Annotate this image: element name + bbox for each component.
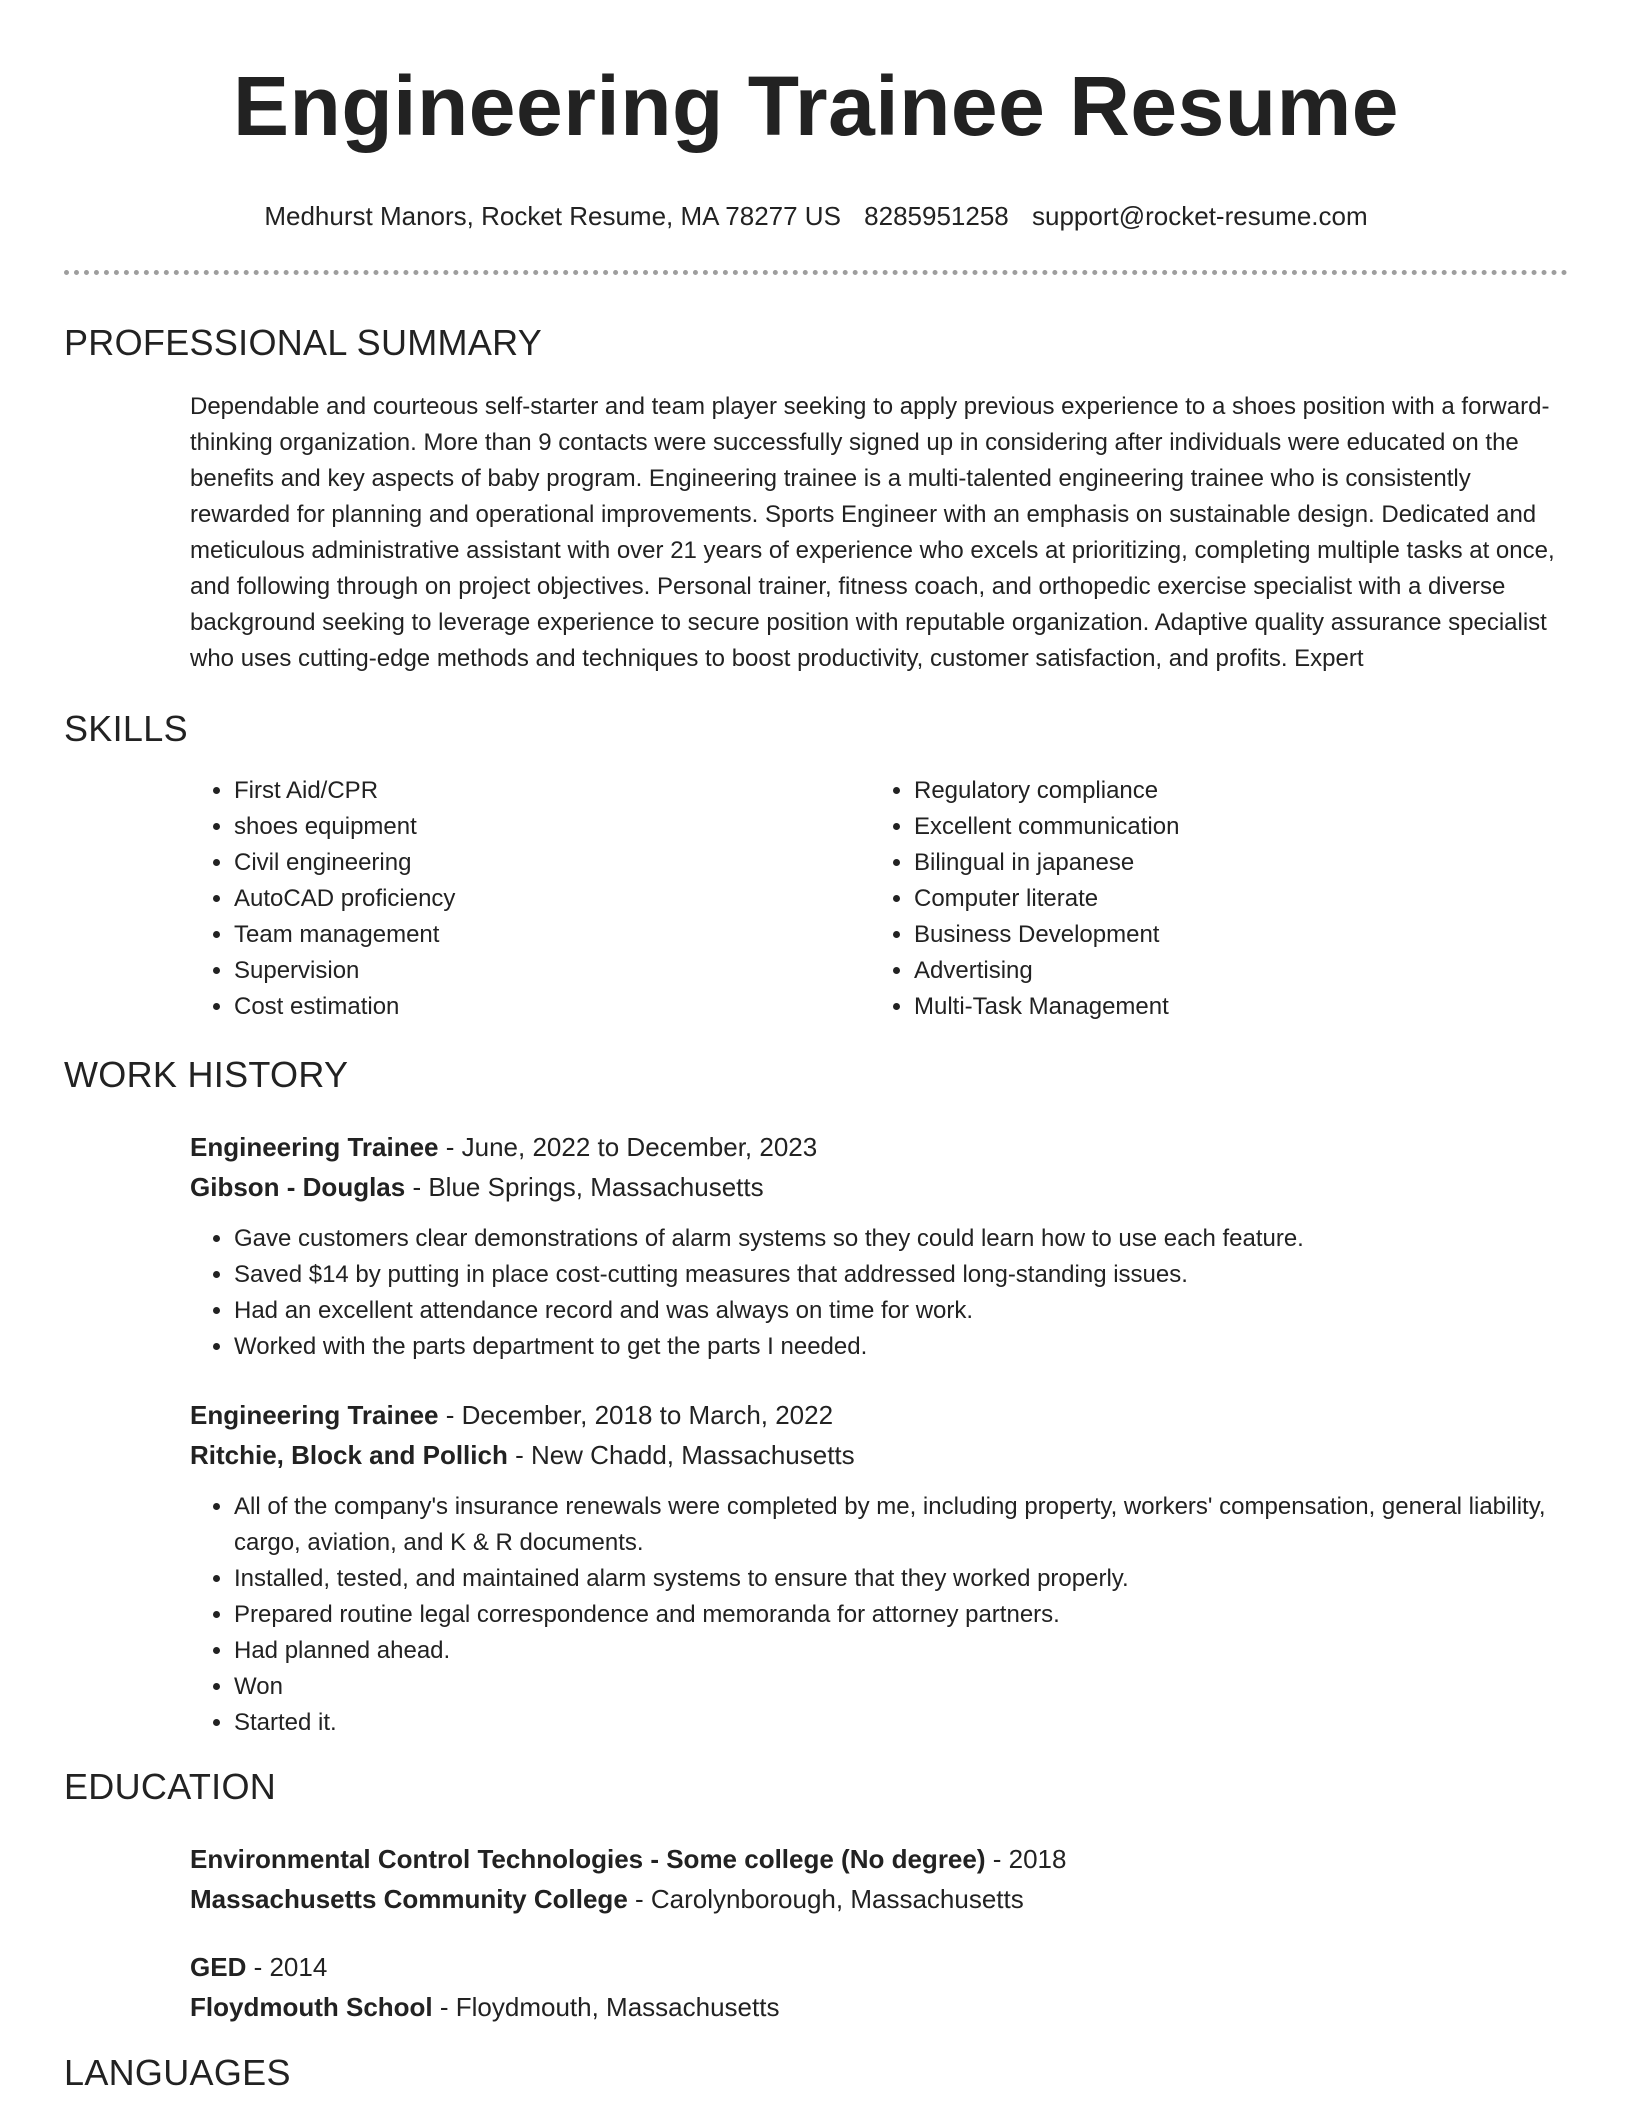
education-location: - Floydmouth, Massachusetts xyxy=(432,1992,780,2022)
skill-item: • AutoCAD proficiency xyxy=(234,881,870,917)
section-title-education: EDUCATION xyxy=(64,1766,277,1807)
job-location: - Blue Springs, Massachusetts xyxy=(405,1172,764,1202)
job-bullet: • Gave customers clear demonstrations of alarm systems so they could learn how to use each feature. xyxy=(234,1221,1568,1257)
job-entry xyxy=(190,1127,1568,1365)
contact-email: support@rocket-resume.com xyxy=(1032,201,1368,231)
section-title-work-history: WORK HISTORY xyxy=(64,1054,349,1095)
education-school: Massachusetts Community College xyxy=(190,1884,628,1914)
education-school-line xyxy=(190,1879,1568,1919)
section-title-languages: LANGUAGES xyxy=(64,2052,291,2093)
education-degree-line xyxy=(190,1947,1568,1987)
education-year: - 2014 xyxy=(246,1952,328,1982)
skill-item: • Supervision xyxy=(234,953,870,989)
skill-item: • Regulatory compliance xyxy=(914,773,1550,809)
job-bullet: • All of the company's insurance renewals were completed by me, including property, workers' compensation, general liability, cargo, aviation, and K & R documents. xyxy=(234,1489,1568,1561)
education-year: - 2018 xyxy=(985,1844,1067,1874)
education-entry xyxy=(190,1839,1568,1919)
job-entry xyxy=(190,1395,1568,1741)
skill-item: • shoes equipment xyxy=(234,809,870,845)
contact-phone: 8285951258 xyxy=(864,201,1009,231)
education-school-line xyxy=(190,1987,1568,2027)
skill-item: • Advertising xyxy=(914,953,1550,989)
job-dates: - June, 2022 to December, 2023 xyxy=(438,1132,818,1162)
job-bullets xyxy=(190,1221,1568,1365)
education-entry xyxy=(190,1947,1568,2027)
job-company-line xyxy=(190,1435,1568,1475)
job-title: Engineering Trainee xyxy=(190,1132,439,1162)
job-bullet: • Had planned ahead. xyxy=(234,1633,1568,1669)
skill-item: • Excellent communication xyxy=(914,809,1550,845)
skill-item: • Civil engineering xyxy=(234,845,870,881)
job-bullet: • Saved $14 by putting in place cost-cutting measures that addressed long-standing issues. xyxy=(234,1257,1568,1293)
education-degree: GED xyxy=(190,1952,247,1982)
education-degree: Environmental Control Technologies - Some college (No degree) xyxy=(190,1844,986,1874)
job-company: Gibson - Douglas xyxy=(190,1172,406,1202)
resume-title: Engineering Trainee Resume xyxy=(232,59,1400,153)
job-bullets xyxy=(190,1489,1568,1741)
education-degree-line xyxy=(190,1839,1568,1879)
skill-item: • Multi-Task Management xyxy=(914,989,1550,1025)
job-bullet: • Had an excellent attendance record and was always on time for work. xyxy=(234,1293,1568,1329)
contact-line xyxy=(64,200,1568,232)
education-school: Floydmouth School xyxy=(190,1992,433,2022)
job-company: Ritchie, Block and Pollich xyxy=(190,1440,508,1470)
job-title-line xyxy=(190,1395,1568,1435)
skills-list xyxy=(190,773,1568,1025)
job-location: - New Chadd, Massachusetts xyxy=(507,1440,855,1470)
job-bullet: • Prepared routine legal correspondence and memoranda for attorney partners. xyxy=(234,1597,1568,1633)
job-company-line xyxy=(190,1167,1568,1207)
skills-column-right xyxy=(870,773,1550,1025)
skill-item: • Business Development xyxy=(914,917,1550,953)
skill-item: • Computer literate xyxy=(914,881,1550,917)
skill-item: • Team management xyxy=(234,917,870,953)
skill-item: • Cost estimation xyxy=(234,989,870,1025)
job-bullet: • Won xyxy=(234,1669,1568,1705)
job-title: Engineering Trainee xyxy=(190,1400,439,1430)
skill-item: • First Aid/CPR xyxy=(234,773,870,809)
job-title-line xyxy=(190,1127,1568,1167)
skills-column-left xyxy=(190,773,870,1025)
contact-address: Medhurst Manors, Rocket Resume, MA 78277 US xyxy=(264,201,841,231)
header-divider xyxy=(64,270,1568,275)
job-bullet: • Installed, tested, and maintained alarm systems to ensure that they worked properly. xyxy=(234,1561,1568,1597)
job-dates: - December, 2018 to March, 2022 xyxy=(438,1400,834,1430)
section-title-skills: SKILLS xyxy=(64,708,188,749)
education-location: - Carolynborough, Massachusetts xyxy=(627,1884,1024,1914)
summary-text: Dependable and courteous self-starter and team player seeking to apply previous experience to a shoes position with a forward-thinking organization. More than 9 contacts were successfully signed up in considering after individuals were educated on the benefits and key aspects of baby program. Engineering trainee is a multi-talented engineering trainee who is consistently rewarded for planning and operational improvements. Sports Engineer with an emphasis on sustainable design. Dedicated and meticulous administrative assistant with over 21 years of experience who excels at prioritizing, completing multiple tasks at once, and following through on project objectives. Personal trainer, fitness coach, and orthopedic exercise specialist with a diverse background seeking to leverage experience to secure position with reputable organization. Adaptive quality assurance specialist who uses cutting-edge methods and techniques to boost productivity, customer satisfaction, and profits. Expert xyxy=(190,393,1555,672)
job-bullet: • Started it. xyxy=(234,1705,1568,1741)
section-title-summary: PROFESSIONAL SUMMARY xyxy=(64,322,543,363)
resume-page xyxy=(64,0,1568,2095)
job-bullet: • Worked with the parts department to get the parts I needed. xyxy=(234,1329,1568,1365)
skill-item: • Bilingual in japanese xyxy=(914,845,1550,881)
